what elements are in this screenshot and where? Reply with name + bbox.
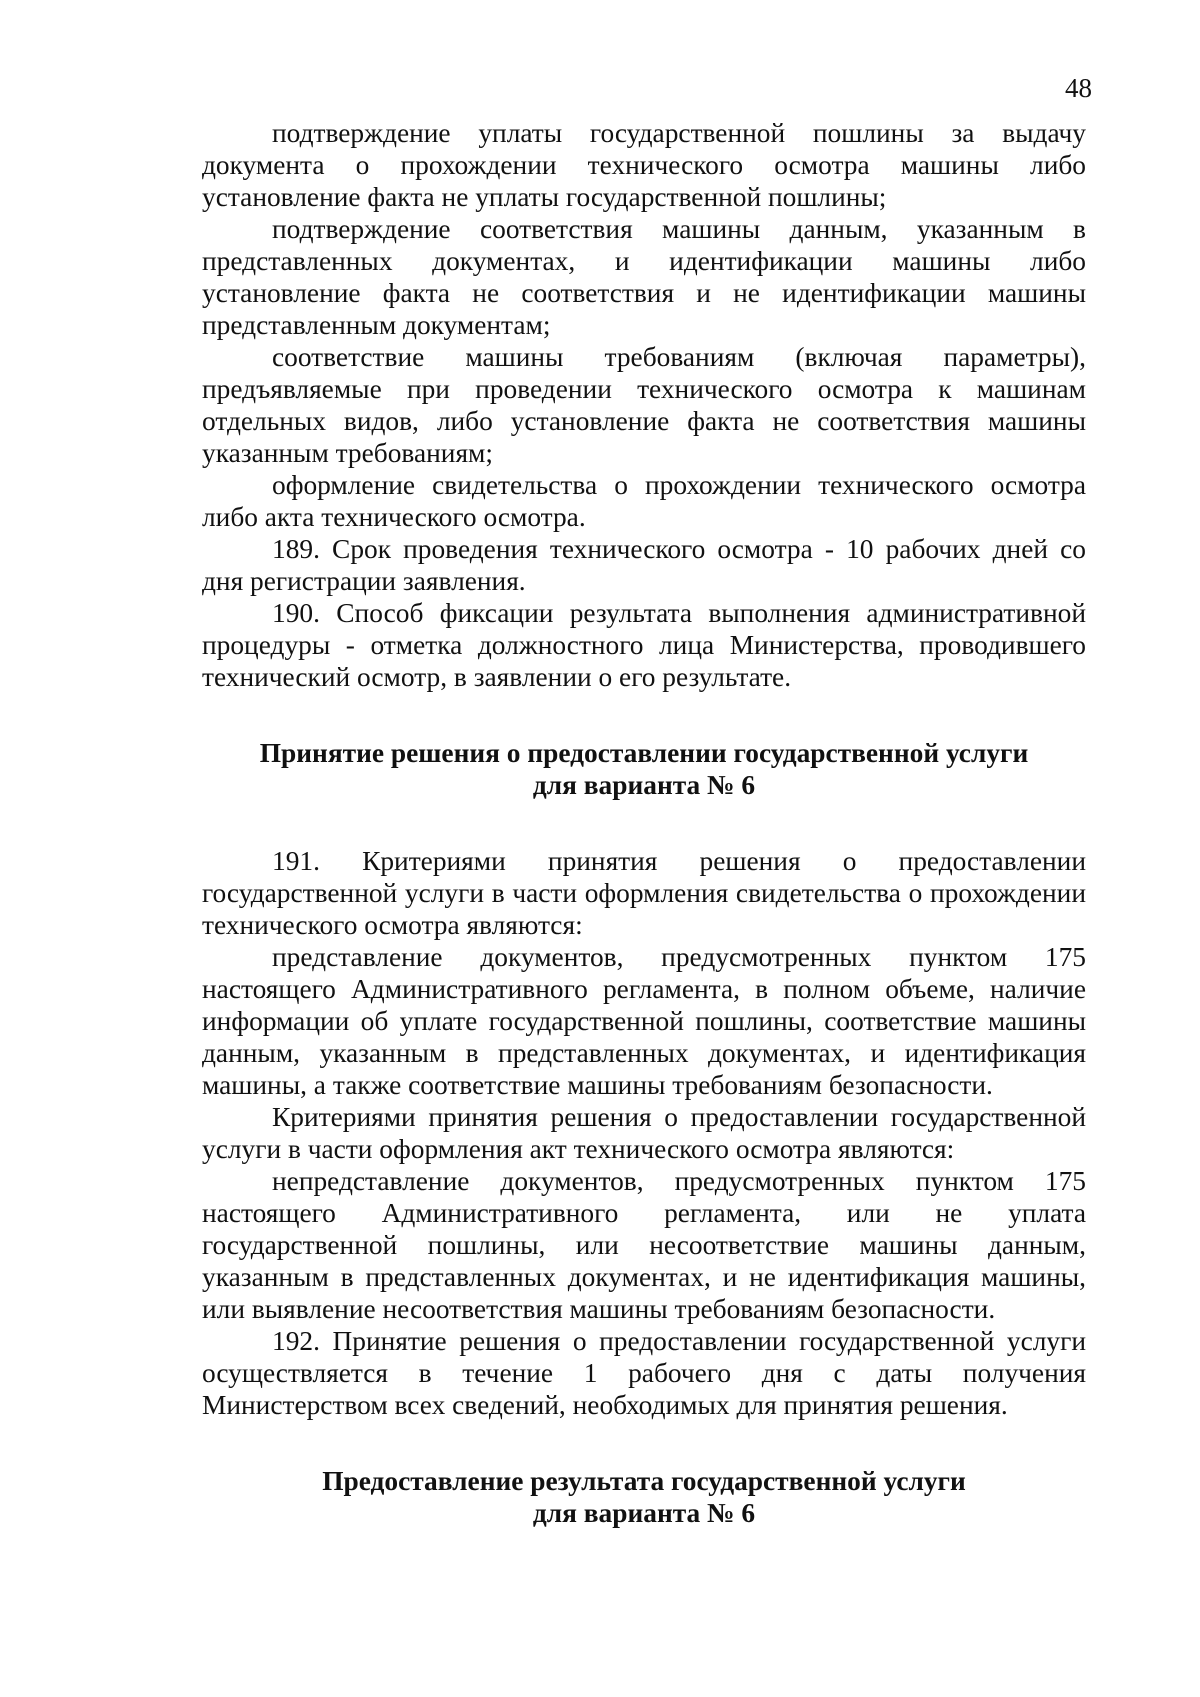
- paragraph-criteria-act-intro: Критериями принятия решения о предоставлении государственной услуги в части оформления акт технического осмотра являются:: [202, 1102, 1086, 1164]
- paragraph-191: 191. Критериями принятия решения о предоставлении государственной услуги в части оформления свидетельства о прохождении технического осмотра являются:: [202, 846, 1086, 940]
- section-heading-decision-line-1: Принятие решения о предоставлении государственной услуги: [259, 738, 1029, 768]
- paragraph-189: 189. Срок проведения технического осмотра - 10 рабочих дней со дня регистрации заявления.: [202, 534, 1086, 596]
- paragraph-payment-confirmation: подтверждение уплаты государственной пошлины за выдачу документа о прохождении технического осмотра машины либо установление факта не уплаты государственной пошлины;: [202, 118, 1086, 212]
- section-heading-decision: [202, 737, 1086, 801]
- paragraph-machine-conformity: подтверждение соответствия машины данным, указанным в представленных документах, и идентификации машины либо установление факта не соответствия и не идентификации машины представленным документам;: [202, 214, 1086, 340]
- section-heading-result-line-1: Предоставление результата государственной услуги: [322, 1466, 966, 1496]
- paragraph-criteria-act: непредставление документов, предусмотренных пунктом 175 настоящего Административного регламента, или не уплата государственной пошлины, или несоответствие машины данным, указанным в представленных документах, и не идентификация машины, или выявление несоответствия машины требованиям безопасности.: [202, 1166, 1086, 1324]
- document-body: [202, 117, 1086, 1529]
- section-heading-decision-line-2: для варианта № 6: [532, 770, 756, 800]
- section-heading-result-line-2: для варианта № 6: [532, 1498, 756, 1528]
- page-number: 48: [1065, 73, 1092, 103]
- paragraph-criteria-certificate: представление документов, предусмотренных пунктом 175 настоящего Административного регламента, в полном объеме, наличие информации об уплате государственной пошлины, соответствие машины данным, указанным в представленных документах, и идентификация машины, а также соответствие машины требованиям безопасности.: [202, 942, 1086, 1100]
- paragraph-certificate-issuance: оформление свидетельства о прохождении технического осмотра либо акта технического осмотра.: [202, 470, 1086, 532]
- paragraph-requirements-conformity: соответствие машины требованиям (включая параметры), предъявляемые при проведении технического осмотра к машинам отдельных видов, либо установление факта не соответствия машины указанным требованиям;: [202, 342, 1086, 468]
- paragraph-190: 190. Способ фиксации результата выполнения административной процедуры - отметка должностного лица Министерства, проводившего технический осмотр, в заявлении о его результате.: [202, 598, 1086, 692]
- paragraph-192: 192. Принятие решения о предоставлении государственной услуги осуществляется в течение 1 рабочего дня с даты получения Министерством всех сведений, необходимых для принятия решения.: [202, 1326, 1086, 1420]
- section-heading-result: [202, 1465, 1086, 1529]
